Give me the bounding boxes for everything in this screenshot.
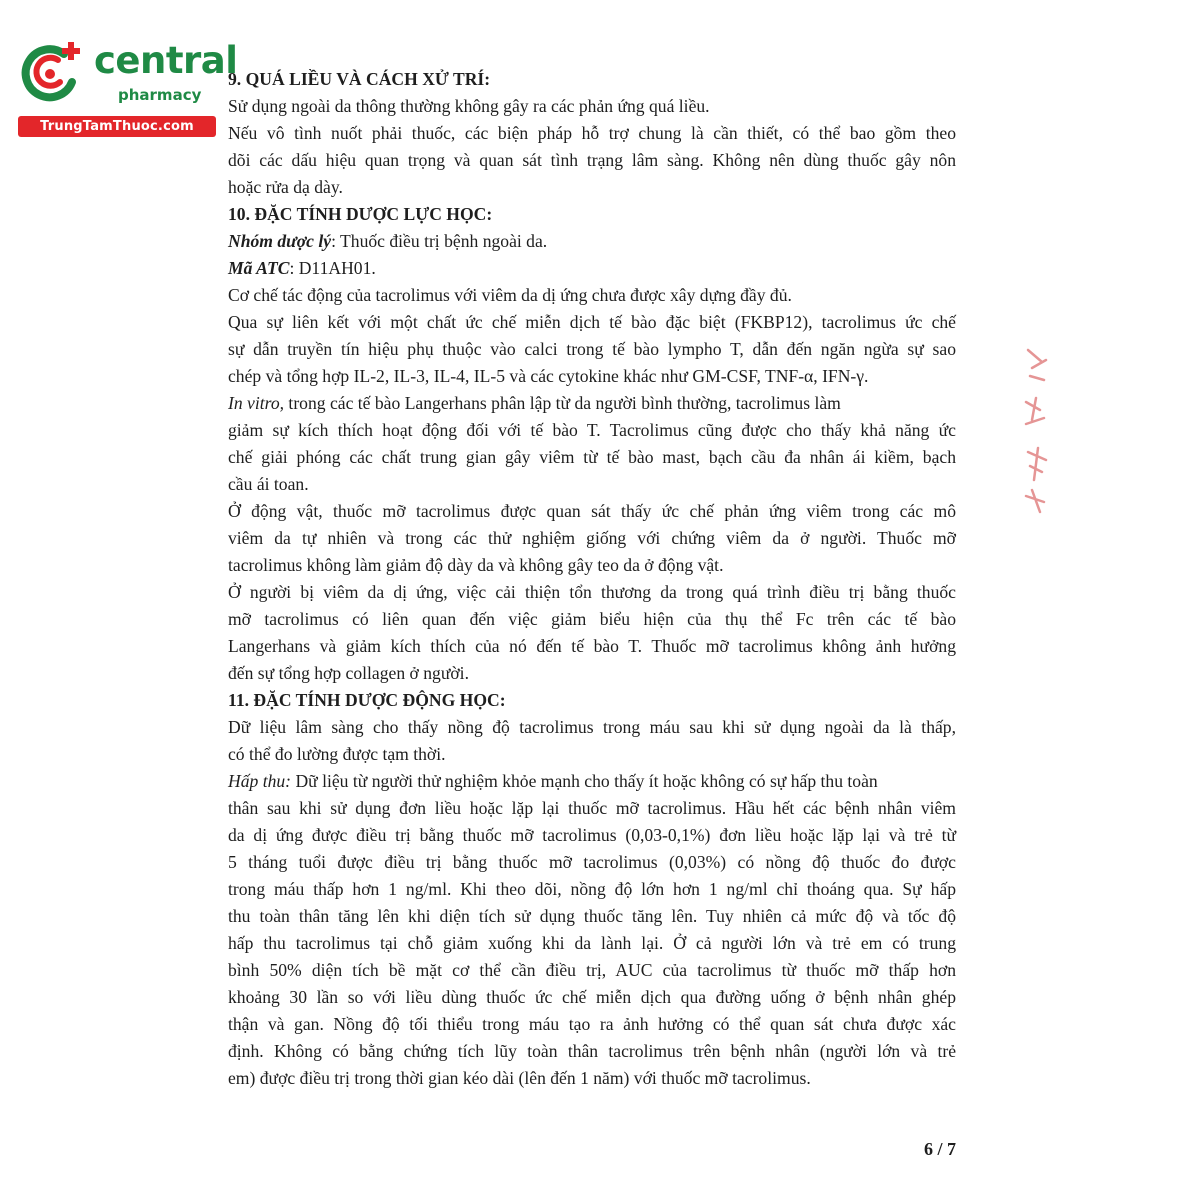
- field-value: : D11AH01.: [289, 258, 376, 278]
- section-heading: 10. ĐẶC TÍNH DƯỢC LỰC HỌC:: [228, 204, 493, 224]
- text-line: cầu ái toan.: [228, 474, 309, 494]
- logo-wordmark: central: [94, 39, 238, 82]
- text-line: định. Không có bằng chứng tích lũy toàn thân tacrolimus trên bệnh nhân (người lớn và trẻ: [228, 1041, 956, 1061]
- text-line: viêm da tự nhiên và trong các thử nghiệm giống với chứng viêm da ở người. Thuốc mỡ: [228, 528, 956, 548]
- field-label: Nhóm dược lý: [228, 231, 332, 251]
- text-line: 5 tháng tuổi được điều trị bằng thuốc mỡ tacrolimus (0,03%) có nồng độ thuốc đo được: [228, 852, 956, 872]
- text-line: [228, 257, 956, 279]
- text-line: bình 50% diện tích bề mặt cơ thể cần điều trị, AUC của tacrolimus từ thuốc mỡ thấp hơn: [228, 960, 956, 980]
- section-heading: 11. ĐẶC TÍNH DƯỢC ĐỘNG HỌC:: [228, 690, 506, 710]
- text-line: [228, 770, 956, 792]
- field-value: : Thuốc điều trị bệnh ngoài da.: [331, 231, 548, 251]
- text-line: giảm sự kích thích hoạt động đối với tế bào T. Tacrolimus cũng được cho thấy khả năng ức: [228, 420, 956, 440]
- text-line: Langerhans và giảm kích thích của nó đến tế bào T. Thuốc mỡ tacrolimus không ảnh hưởng: [228, 636, 956, 656]
- stamp-mark: [1018, 340, 1058, 520]
- text-line: hấp thu tacrolimus tại chỗ giảm xuống khi da lành lại. Ở cả người lớn và trẻ em có trung: [228, 933, 956, 953]
- text-line: đến sự tổng hợp collagen ở người.: [228, 663, 469, 683]
- text-line: [228, 230, 956, 252]
- text-line: [228, 392, 956, 414]
- text-line: khoảng 30 lần so với liều dùng thuốc ức chế miễn dịch qua đường uống ở bệnh nhân ghép: [228, 987, 956, 1007]
- logo-site-banner: TrungTamThuoc.com: [18, 116, 216, 137]
- text-line: dõi các dấu hiệu quan trọng và quan sát tình trạng lâm sàng. Không nên dùng thuốc gây nôn: [228, 150, 956, 170]
- italic-term: In vitro,: [228, 393, 285, 413]
- section-heading: 9. QUÁ LIỀU VÀ CÁCH XỬ TRÍ:: [228, 69, 491, 89]
- page-number: 6 / 7: [924, 1139, 957, 1159]
- pharmacy-logo: [8, 36, 238, 136]
- text-line: trong máu thấp hơn 1 ng/ml. Khi theo dõi, nồng độ lớn hơn 1 ng/ml chỉ thoáng qua. Sự hấp: [228, 879, 956, 899]
- italic-term: Hấp thu:: [228, 771, 292, 791]
- logo-subtitle: pharmacy: [118, 86, 202, 104]
- text-line: Dữ liệu lâm sàng cho thấy nồng độ tacrolimus trong máu sau khi sử dụng ngoài da là thấp,: [228, 717, 956, 737]
- text-line: Sử dụng ngoài da thông thường không gây ra các phản ứng quá liều.: [228, 96, 710, 116]
- text-line: có thể đo lường được tạm thời.: [228, 744, 446, 764]
- text-line: sự dẫn truyền tín hiệu phụ thuộc vào calci trong tế bào lympho T, dẫn đến ngăn ngừa sự sao: [228, 339, 956, 359]
- text-line: da dị ứng được điều trị bằng thuốc mỡ tacrolimus (0,03-0,1%) đơn liều hoặc lặp lại và trẻ từ: [228, 825, 956, 845]
- text-line: em) được điều trị trong thời gian kéo dài (lên đến 1 năm) với thuốc mỡ tacrolimus.: [228, 1068, 811, 1088]
- field-label: Mã ATC: [228, 258, 290, 278]
- text-line: mỡ tacrolimus có liên quan đến việc giảm biểu hiện của thụ thể Fc trên các tế bào: [228, 609, 956, 629]
- text-run: Dữ liệu từ người thử nghiệm khỏe mạnh cho thấy ít hoặc không có sự hấp thu toàn: [291, 771, 878, 791]
- text-line: tacrolimus không làm giảm độ dày da và không gây teo da ở động vật.: [228, 555, 724, 575]
- pharmacy-cross-icon: [14, 38, 86, 110]
- text-line: Qua sự liên kết với một chất ức chế miễn dịch tế bào đặc biệt (FKBP12), tacrolimus ức chế: [228, 312, 956, 332]
- text-line: Ở động vật, thuốc mỡ tacrolimus được quan sát thấy ức chế phản ứng viêm trong các mô: [228, 501, 956, 521]
- text-line: thu toàn thân tăng lên khi diện tích sử dụng thuốc tăng lên. Tuy nhiên cả mức độ và tốc độ: [228, 906, 956, 926]
- text-line: chế giải phóng các chất trung gian gây viêm từ tế bào mast, bạch cầu đa nhân ái kiềm, bạch: [228, 447, 956, 467]
- text-line: Ở người bị viêm da dị ứng, việc cải thiện tổn thương da trong quá trình điều trị bằng thuốc: [228, 582, 956, 602]
- text-run: trong các tế bào Langerhans phân lập từ da người bình thường, tacrolimus làm: [284, 393, 841, 413]
- text-line: thận và gan. Nồng độ tối thiểu trong máu tạo ra ảnh hưởng có thể quan sát chưa được xác: [228, 1014, 956, 1034]
- text-line: Cơ chế tác động của tacrolimus với viêm da dị ứng chưa được xây dựng đầy đủ.: [228, 285, 792, 305]
- text-line: thân sau khi sử dụng đơn liều hoặc lặp lại thuốc mỡ tacrolimus. Hầu hết các bệnh nhân viêm: [228, 798, 956, 818]
- text-line: chép và tổng hợp IL-2, IL-3, IL-4, IL-5 và các cytokine khác như GM-CSF, TNF-α, IFN-γ.: [228, 366, 869, 386]
- text-line: Nếu vô tình nuốt phải thuốc, các biện pháp hỗ trợ chung là cần thiết, có thể bao gồm theo: [228, 123, 956, 143]
- text-line: hoặc rửa dạ dày.: [228, 177, 343, 197]
